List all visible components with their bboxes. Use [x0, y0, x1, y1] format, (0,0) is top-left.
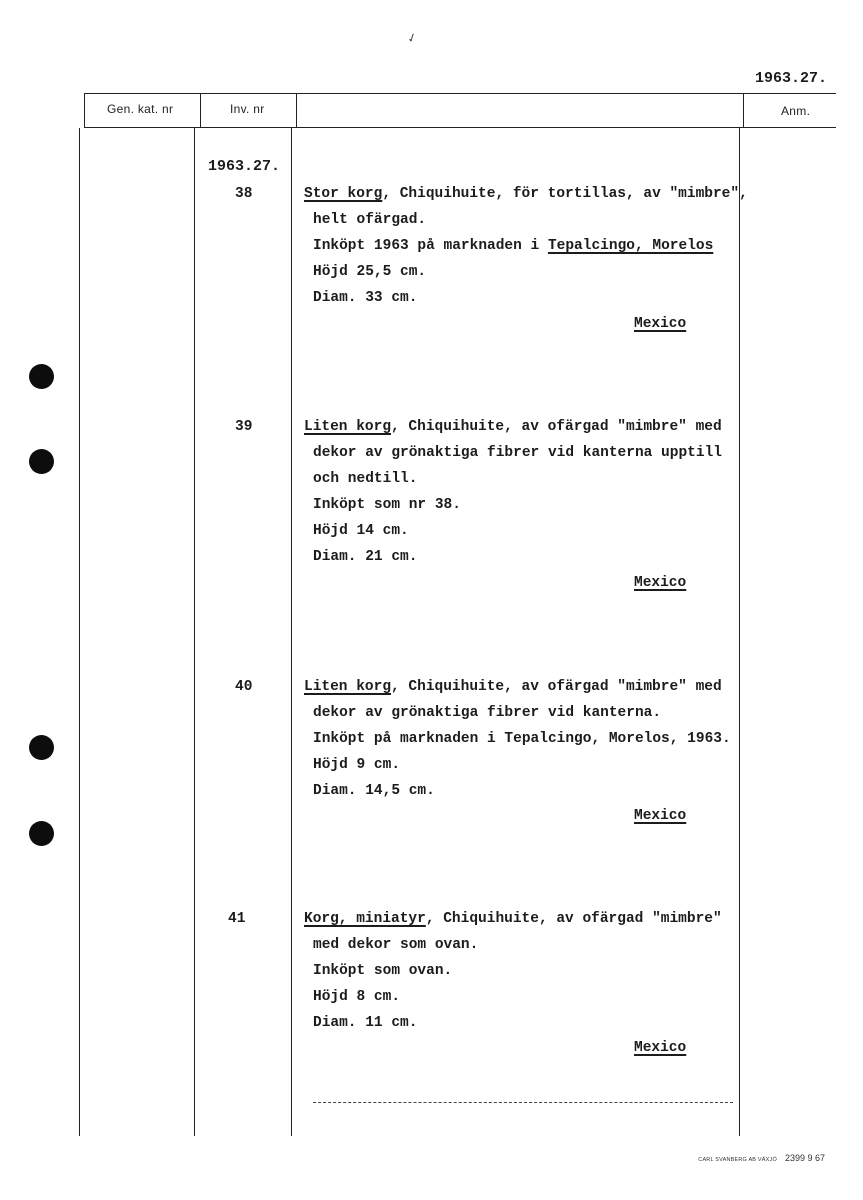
- entry-41-region: Mexico: [634, 1040, 687, 1056]
- inv-desc-divider: [291, 128, 292, 1136]
- entry-39-line: Inköpt som nr 38.: [313, 497, 461, 513]
- tick-mark: ✓: [405, 30, 420, 48]
- entry-39-first-line: [304, 419, 722, 435]
- entry-39-line: dekor av grönaktiga fibrer vid kanterna upptill: [313, 445, 722, 461]
- entry-40-line: Inköpt på marknaden i Tepalcingo, Morelos, 1963.: [313, 731, 731, 747]
- entry-41-line: Inköpt som ovan.: [313, 963, 453, 979]
- entry-39-line: och nedtill.: [313, 471, 418, 487]
- desc-anm-divider: [739, 128, 740, 1136]
- form-code: 2399 9 67: [784, 1153, 825, 1163]
- inv-number-39: 39: [235, 419, 253, 435]
- gen-column-left-rule: [79, 128, 80, 1136]
- entry-40-line: dekor av grönaktiga fibrer vid kanterna.: [313, 705, 662, 721]
- header-inv-nr: Inv. nr: [230, 102, 265, 116]
- entry-38-diameter: Diam. 33 cm.: [313, 290, 418, 306]
- entry-39-region: Mexico: [634, 575, 687, 591]
- entry-38-purchase: [313, 238, 713, 254]
- entry-38-purchase-place: Tepalcingo, Morelos: [547, 238, 714, 254]
- printer-name: CARL SVANBERG AB VÄXJÖ: [698, 1157, 777, 1163]
- entry-40-first-line: [304, 679, 722, 695]
- punch-hole: [29, 449, 54, 474]
- entry-38-region: Mexico: [634, 316, 687, 332]
- entry-38-title: Stor korg: [304, 186, 383, 202]
- entry-41-first-line: [304, 911, 722, 927]
- entry-38-line: helt ofärgad.: [313, 212, 427, 228]
- entry-38-first-rest: , Chiquihuite, för tortillas, av "mimbre",: [382, 186, 748, 202]
- page-accession-number: 1963.27.: [754, 70, 827, 87]
- entry-40-first-rest: , Chiquihuite, av ofärgad "mimbre" med: [391, 679, 722, 695]
- inv-number-38: 38: [235, 186, 253, 202]
- entry-40-title: Liten korg: [304, 679, 392, 695]
- header-anm: Anm.: [781, 104, 811, 118]
- printer-imprint: [698, 1153, 825, 1163]
- end-of-entries-rule: [313, 1102, 733, 1103]
- inv-number-41: 41: [228, 911, 246, 927]
- entry-38-purchase-prefix: Inköpt 1963 på marknaden i: [313, 238, 548, 254]
- register-accession: 1963.27.: [208, 158, 281, 175]
- punch-hole: [29, 735, 54, 760]
- inv-number-40: 40: [235, 679, 253, 695]
- entry-39-diameter: Diam. 21 cm.: [313, 549, 418, 565]
- desc-anm-divider-header: [743, 93, 744, 128]
- punch-hole: [29, 364, 54, 389]
- entry-41-diameter: Diam. 11 cm.: [313, 1015, 418, 1031]
- entry-41-line: med dekor som ovan.: [313, 937, 479, 953]
- entry-39-title: Liten korg: [304, 419, 392, 435]
- punch-hole: [29, 821, 54, 846]
- header-gen-kat-nr: Gen. kat. nr: [107, 102, 174, 116]
- entry-39-height: Höjd 14 cm.: [313, 523, 409, 539]
- gen-inv-divider: [194, 128, 195, 1136]
- entry-40-diameter: Diam. 14,5 cm.: [313, 783, 435, 799]
- entry-38-first-line: [304, 186, 748, 202]
- entry-39-first-rest: , Chiquihuite, av ofärgad "mimbre" med: [391, 419, 722, 435]
- gen-inv-divider-header: [200, 93, 201, 128]
- entry-41-title: Korg, miniatyr: [304, 911, 426, 927]
- entry-38-height: Höjd 25,5 cm.: [313, 264, 427, 280]
- header-bottom-rule: [84, 127, 836, 128]
- entry-41-height: Höjd 8 cm.: [313, 989, 401, 1005]
- entry-40-height: Höjd 9 cm.: [313, 757, 401, 773]
- inv-desc-divider-header: [296, 93, 297, 128]
- table-top-rule: [84, 93, 836, 94]
- entry-41-first-rest: , Chiquihuite, av ofärgad "mimbre": [425, 911, 722, 927]
- table-left-border: [84, 93, 85, 127]
- entry-40-region: Mexico: [634, 808, 687, 824]
